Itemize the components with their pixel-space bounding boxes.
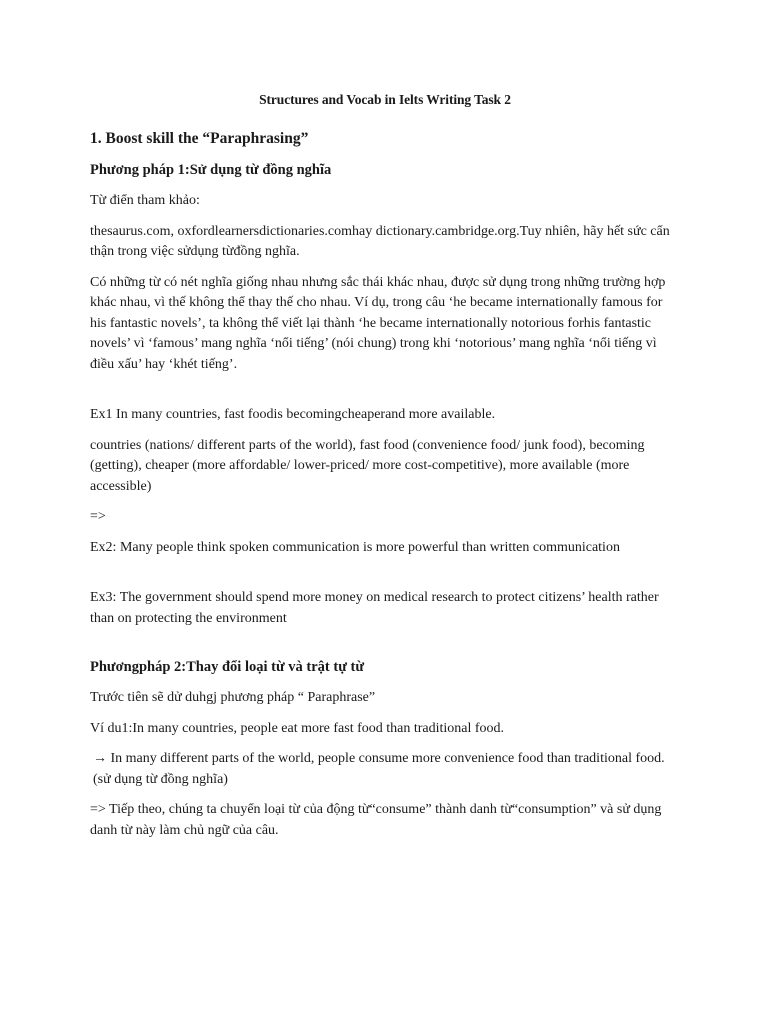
document-content bbox=[90, 92, 680, 851]
example-3: Ex3: The government should spend more money on medical research to protect citizens’ health rather than on protecting the environment bbox=[90, 590, 659, 626]
spacer bbox=[90, 639, 680, 659]
example-1: Ex1 In many countries, fast foodis becomingcheaperand more available. bbox=[90, 407, 496, 422]
spacer bbox=[90, 385, 680, 405]
section-heading-paraphrasing: 1. Boost skill the “Paraphrasing” bbox=[90, 130, 309, 147]
dictionary-sites-paragraph: thesaurus.com, oxfordlearnersdictionaries.comhay dictionary.cambridge.org.Tuy nhiên, hãy hết sức cẩn thận trong việc sửdụng từđồng nghĩa. bbox=[90, 223, 670, 259]
method-1-heading: Phương pháp 1:Sử dụng từ đồng nghĩa bbox=[90, 162, 332, 178]
example-1-arrow: => bbox=[90, 509, 106, 524]
example-2: Ex2: Many people think spoken communication is more powerful than written communication bbox=[90, 539, 620, 555]
example-1-synonyms: countries (nations/ different parts of the world), fast food (convenience food/ junk food), becoming (getting), cheaper (more affordable/ lower-priced/ more cost-competitive), more available (more accessible) bbox=[90, 437, 645, 494]
vidu-1-next-step: => Tiếp theo, chúng ta chuyển loại từ của động từ“consume” thành danh từ“consumption” và sử dụng danh từ này làm chủ ngữ của câu. bbox=[90, 802, 662, 838]
page-title: Structures and Vocab in Ielts Writing Task 2 bbox=[259, 92, 511, 107]
spacer bbox=[90, 568, 680, 588]
method-2-heading: Phươngpháp 2:Thay đổi loại từ và trật tự từ bbox=[90, 659, 365, 675]
method-2-intro: Trước tiên sẽ dử duhgj phương pháp “ Paraphrase” bbox=[90, 690, 376, 705]
dictionary-label: Từ điển tham khảo: bbox=[90, 193, 200, 208]
synonym-nuance-paragraph: Có những từ có nét nghĩa giống nhau nhưng sắc thái khác nhau, được sử dụng trong những trường hợp khác nhau, vì thế không thể thay thế cho nhau. Ví dụ, trong câu ‘he became internationally famous for his fantastic novels’, ta không thể viết lại thành ‘he became internationally notorious forhis fantastic novels’ vì ‘famous’ mang nghĩa ‘nổi tiếng’ (nói chung) trong khi ‘notorious’ mang nghĩa ‘nổi tiếng vì điều xấu’ hay ‘khét tiếng’. bbox=[90, 274, 666, 372]
vidu-1-result: → In many different parts of the world, people consume more convenience food than traditional food.(sử dụng từ đồng nghĩa) bbox=[93, 751, 665, 787]
vidu-1: Ví du1:In many countries, people eat more fast food than traditional food. bbox=[90, 720, 505, 736]
